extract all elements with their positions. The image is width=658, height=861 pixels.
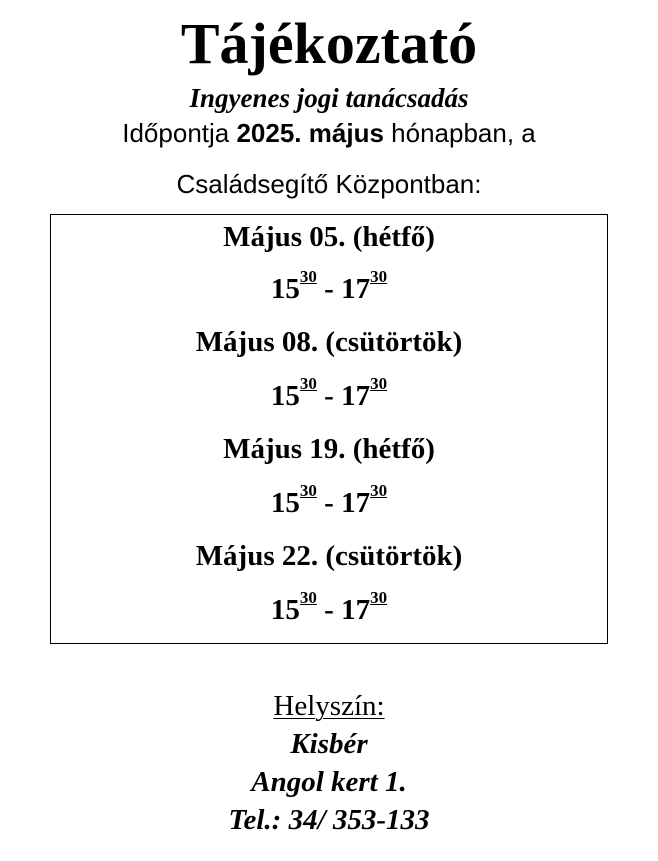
schedule-box: [50, 214, 608, 644]
end-hour: 17: [341, 273, 371, 305]
time-separator: -: [316, 487, 342, 519]
schedule-day-2: Május 08. (csütörtök): [195, 326, 463, 358]
start-minute: 30: [299, 267, 317, 286]
time-separator: -: [316, 594, 342, 626]
end-minute: 30: [370, 588, 388, 607]
schedule-day-4: Május 22. (csütörtök): [195, 540, 463, 572]
start-hour: 15: [270, 380, 300, 412]
page-title: Tájékoztató: [180, 11, 478, 76]
start-hour: 15: [270, 594, 300, 626]
start-minute: 30: [299, 481, 317, 500]
start-hour: 15: [270, 487, 300, 519]
intro-text-before: Időpontja: [122, 118, 237, 148]
intro-year: 2025.: [236, 118, 302, 148]
end-minute: 30: [370, 481, 388, 500]
start-hour: 15: [270, 273, 300, 305]
page-subtitle: Ingyenes jogi tanácsadás: [189, 83, 469, 113]
schedule-time-4: [51, 588, 607, 628]
time-separator: -: [316, 380, 342, 412]
end-minute: 30: [370, 374, 388, 393]
time-separator: -: [316, 273, 342, 305]
schedule-time-2: [51, 374, 607, 414]
end-minute: 30: [370, 267, 388, 286]
location-city: Kisbér: [290, 728, 368, 760]
location-phone: Tel.: 34/ 353-133: [228, 804, 430, 836]
end-hour: 17: [341, 594, 371, 626]
location-address: Angol kert 1.: [251, 766, 407, 798]
schedule-day-1: Május 05. (hétfő): [223, 221, 435, 253]
intro-space: [302, 118, 309, 148]
intro-month: május: [308, 118, 384, 148]
schedule-day-3: Május 19. (hétfő): [223, 433, 435, 465]
location-label: Helyszín:: [273, 690, 385, 722]
end-hour: 17: [341, 380, 371, 412]
schedule-time-1: [51, 267, 607, 307]
schedule-time-3: [51, 481, 607, 521]
end-hour: 17: [341, 487, 371, 519]
intro-line-2: Családsegítő Központban:: [176, 169, 482, 199]
intro-text-after: hónapban, a: [383, 118, 536, 148]
start-minute: 30: [299, 374, 317, 393]
intro-line-1: [0, 116, 658, 150]
start-minute: 30: [299, 588, 317, 607]
